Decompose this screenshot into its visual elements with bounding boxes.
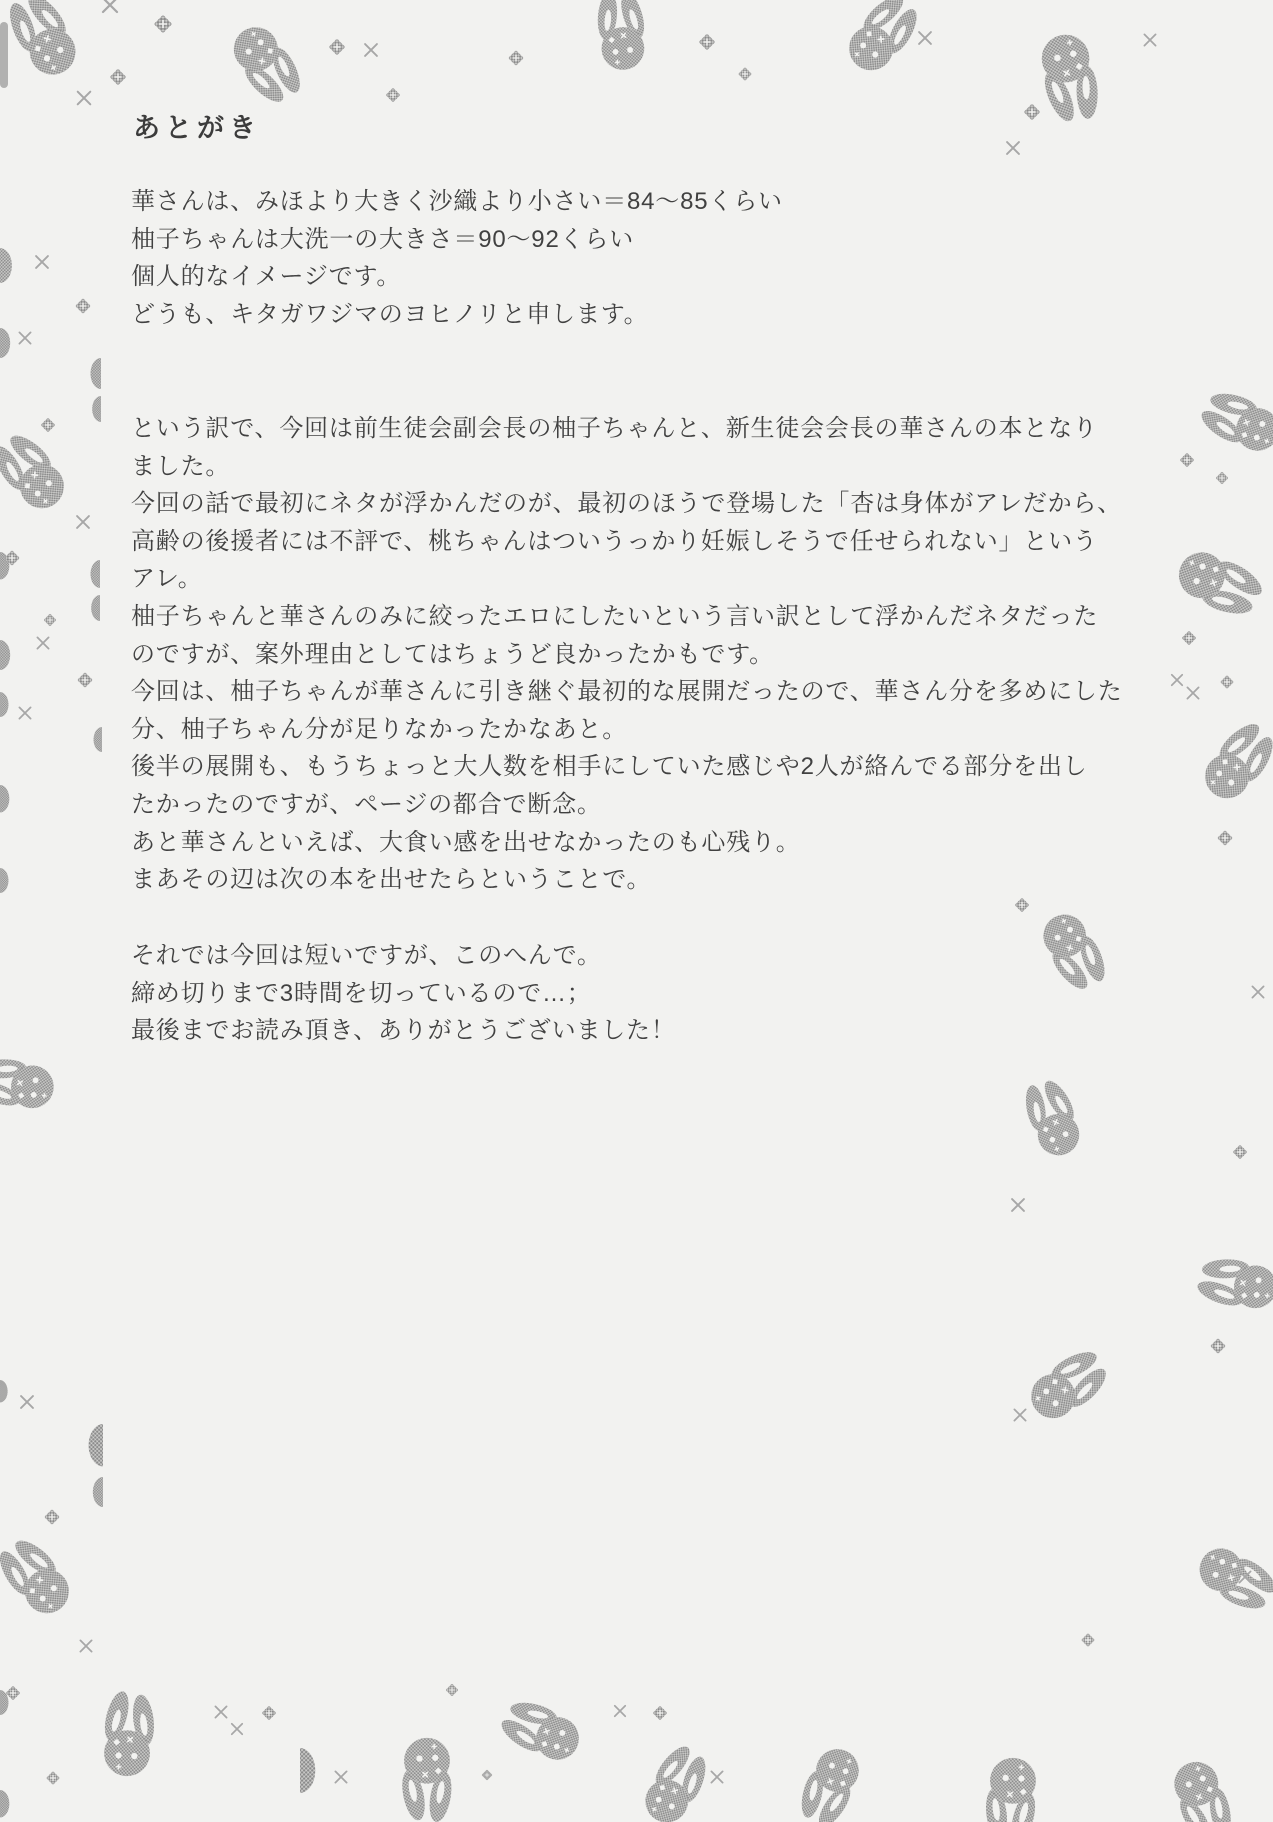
text-line: 今回は、柚子ちゃんが華さんに引き継ぐ最初的な展開だったので、華さん分を多めにした (131, 678, 1123, 706)
text-line: アレ。 (131, 565, 203, 593)
text-line: 最後までお読み頂き、ありがとうございました！ (131, 1017, 676, 1045)
text-line: 華さんは、みほより大きく沙織より小さい＝84〜85くらい (131, 188, 783, 215)
intro-paragraph (131, 183, 1191, 333)
closing-paragraph (131, 937, 1191, 1050)
page-title: あとがき (133, 113, 261, 143)
text-line: それでは今回は短いですが、このへんで。 (131, 942, 602, 969)
text-line: 柚子ちゃんは大洗一の大きさ＝90〜92くらい (131, 225, 634, 253)
text-line: のですが、案外理由としてはちょうど良かったかもです。 (131, 640, 774, 668)
text-line: あと華さんといえば、大食い感を出せなかったのも心残り。 (131, 828, 801, 856)
text-line: まあその辺は次の本を出せたらということで。 (131, 866, 652, 894)
text-line: 分、柚子ちゃん分が足りなかったかなあと。 (131, 715, 627, 743)
text-line: 個人的なイメージです。 (131, 263, 402, 291)
main-paragraph (131, 410, 1191, 899)
text-line: ました。 (131, 452, 231, 480)
text-line: 締め切りまで3時間を切っているので…； (131, 979, 592, 1007)
text-line: どうも、キタガワジマのヨヒノリと申します。 (131, 300, 649, 328)
text-line: たかったのですが、ページの都合で断念。 (131, 790, 602, 818)
text-line: 高齢の後援者には不評で、桃ちゃんはついうっかり妊娠しそうで任せられない」という (131, 527, 1098, 555)
text-line: 後半の展開も、もうちょっと大人数を相手にしていた感じや2人が絡んでる部分を出し (131, 753, 1088, 781)
text-line: 今回の話で最初にネタが浮かんだのが、最初のほうで登場した「杏は身体がアレだから、 (131, 490, 1123, 518)
text-line: 柚子ちゃんと華さんのみに絞ったエロにしたいという言い訳として浮かんだネタだった (131, 602, 1099, 630)
text-line: という訳で、今回は前生徒会副会長の柚子ちゃんと、新生徒会会長の華さんの本となり (131, 415, 1098, 442)
